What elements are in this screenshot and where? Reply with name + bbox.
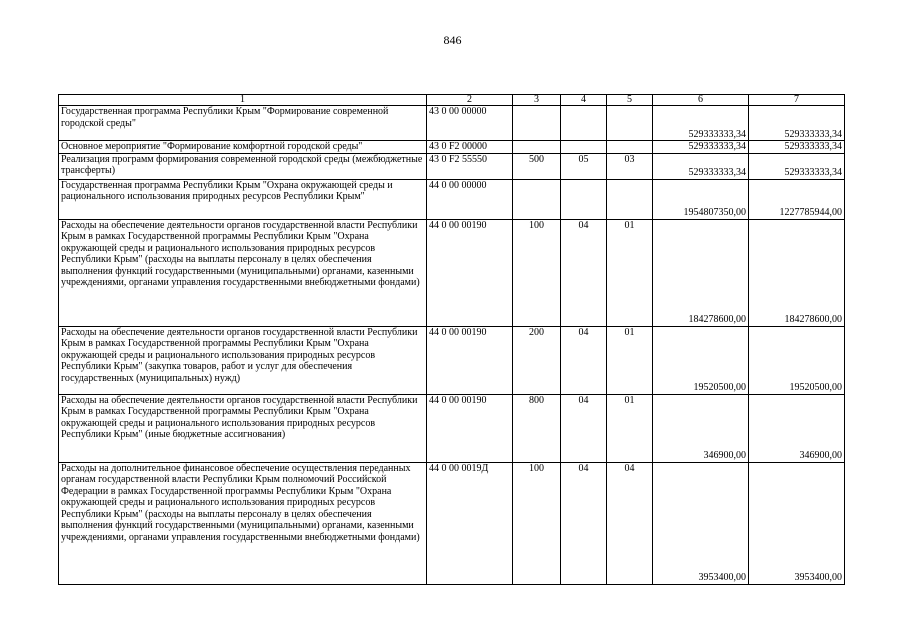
table-row <box>59 179 845 219</box>
row-description: Реализация программ формирования современной городской среды (межбюджетные трансферты) <box>59 153 427 179</box>
row-description: Основное мероприятие "Формирование комфортной городской среды" <box>59 141 427 154</box>
row-col3 <box>513 106 561 141</box>
row-col3: 100 <box>513 462 561 584</box>
table-row <box>59 462 845 584</box>
row-col3: 100 <box>513 219 561 326</box>
row-description: Расходы на обеспечение деятельности органов государственной власти Республики Крым в рамках Государственной программы Республики Крым "Охрана окружающей среды и рационального использования природных ресурсов Республики Крым" (закупка товаров, работ и услуг для обеспечения государственных (муниципальных) нужд) <box>59 326 427 394</box>
header-cell: 6 <box>653 95 749 106</box>
header-cell: 7 <box>749 95 845 106</box>
row-value-7: 346900,00 <box>749 394 845 462</box>
row-col4 <box>561 179 607 219</box>
row-value-6: 529333333,34 <box>653 153 749 179</box>
row-col3: 500 <box>513 153 561 179</box>
row-col3 <box>513 179 561 219</box>
table-row <box>59 326 845 394</box>
row-col5 <box>607 106 653 141</box>
table-header-row <box>59 95 845 106</box>
row-col5 <box>607 179 653 219</box>
row-col5: 03 <box>607 153 653 179</box>
row-code: 44 0 00 0019Д <box>427 462 513 584</box>
row-description: Государственная программа Республики Крым "Формирование современной городской среды" <box>59 106 427 141</box>
row-description: Расходы на обеспечение деятельности органов государственной власти Республики Крым в рамках Государственной программы Республики Крым "Охрана окружающей среды и рационального использования природных ресурсов Республики Крым" (иные бюджетные ассигнования) <box>59 394 427 462</box>
row-col4 <box>561 106 607 141</box>
header-cell: 4 <box>561 95 607 106</box>
header-cell: 5 <box>607 95 653 106</box>
row-value-6: 184278600,00 <box>653 219 749 326</box>
table-row <box>59 394 845 462</box>
row-description: Расходы на дополнительное финансовое обеспечение осуществления переданных органам государственной власти Республики Крым полномочий Российской Федерации в рамках Государственной программы Республики Крым "Охрана окружающей среды и рационального использования природных ресурсов Республики Крым" (расходы на выплаты персоналу в целях обеспечения выполнения функций государственными (муниципальными) органами, казенными учреждениями, органами управления государственными внебюджетными фондами) <box>59 462 427 584</box>
row-col5: 04 <box>607 462 653 584</box>
row-value-6: 3953400,00 <box>653 462 749 584</box>
row-col4: 04 <box>561 394 607 462</box>
row-value-6: 529333333,34 <box>653 141 749 154</box>
row-code: 44 0 00 00190 <box>427 326 513 394</box>
row-description: Государственная программа Республики Крым "Охрана окружающей среды и рационального использования природных ресурсов Республики Крым" <box>59 179 427 219</box>
row-col4 <box>561 141 607 154</box>
row-code: 43 0 F2 55550 <box>427 153 513 179</box>
row-col3 <box>513 141 561 154</box>
row-code: 43 0 00 00000 <box>427 106 513 141</box>
row-code: 43 0 F2 00000 <box>427 141 513 154</box>
header-cell: 1 <box>59 95 427 106</box>
row-code: 44 0 00 00190 <box>427 219 513 326</box>
table-row <box>59 153 845 179</box>
row-col4: 04 <box>561 462 607 584</box>
row-value-7: 529333333,34 <box>749 106 845 141</box>
row-col4: 05 <box>561 153 607 179</box>
row-col5: 01 <box>607 394 653 462</box>
table-row <box>59 141 845 154</box>
row-col3: 800 <box>513 394 561 462</box>
row-col5 <box>607 141 653 154</box>
row-col3: 200 <box>513 326 561 394</box>
table-row <box>59 219 845 326</box>
row-value-7: 184278600,00 <box>749 219 845 326</box>
table-row <box>59 106 845 141</box>
budget-table <box>58 94 845 585</box>
row-value-7: 529333333,34 <box>749 153 845 179</box>
row-col4: 04 <box>561 219 607 326</box>
row-value-6: 1954807350,00 <box>653 179 749 219</box>
row-col5: 01 <box>607 326 653 394</box>
row-code: 44 0 00 00000 <box>427 179 513 219</box>
row-value-6: 529333333,34 <box>653 106 749 141</box>
row-value-7: 1227785944,00 <box>749 179 845 219</box>
header-cell: 2 <box>427 95 513 106</box>
row-col4: 04 <box>561 326 607 394</box>
row-code: 44 0 00 00190 <box>427 394 513 462</box>
row-value-7: 529333333,34 <box>749 141 845 154</box>
row-value-6: 346900,00 <box>653 394 749 462</box>
row-col5: 01 <box>607 219 653 326</box>
row-value-7: 3953400,00 <box>749 462 845 584</box>
row-description: Расходы на обеспечение деятельности органов государственной власти Республики Крым в рамках Государственной программы Республики Крым "Охрана окружающей среды и рационального использования природных ресурсов Республики Крым" (расходы на выплаты персоналу в целях обеспечения выполнения функций государственными (муниципальными) органами, казенными учреждениями, органами управления государственными внебюджетными фондами) <box>59 219 427 326</box>
row-value-6: 19520500,00 <box>653 326 749 394</box>
row-value-7: 19520500,00 <box>749 326 845 394</box>
page-number: 846 <box>443 33 462 47</box>
header-cell: 3 <box>513 95 561 106</box>
